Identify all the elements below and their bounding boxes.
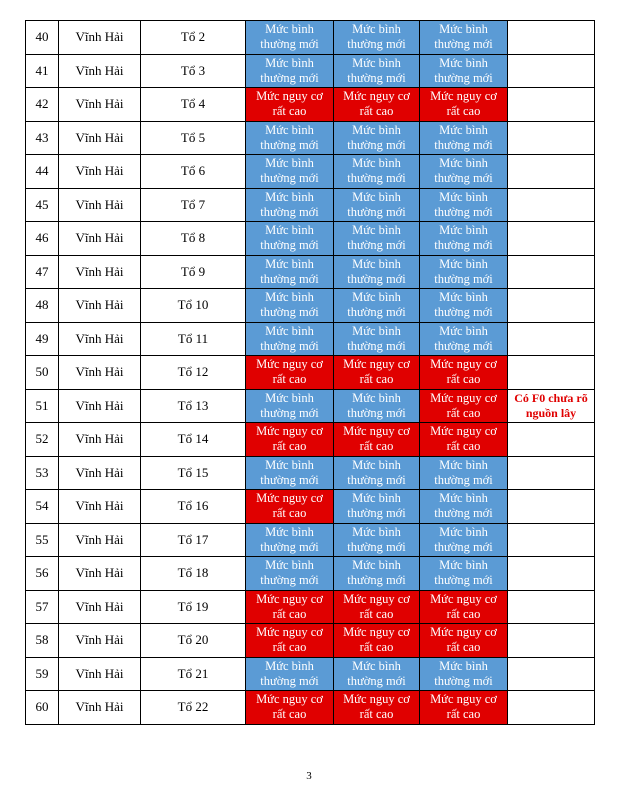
risk-level-cell [334,356,420,390]
row-number: 53 [26,456,59,490]
row-number: 47 [26,255,59,289]
note-cell [508,322,595,356]
note-cell [508,691,595,725]
group-name: Tổ 2 [141,21,246,55]
risk-level-cell [334,21,420,55]
risk-level-label: Mức bình thường mới [260,390,319,420]
ward-name: Vĩnh Hải [59,557,141,591]
group-name: Tổ 17 [141,523,246,557]
ward-name: Vĩnh Hải [59,222,141,256]
ward-name: Vĩnh Hải [59,389,141,423]
group-name: Tổ 10 [141,289,246,323]
risk-level-cell [246,21,334,55]
risk-level-label: Mức bình thường mới [434,558,493,588]
risk-level-label: Mức bình thường mới [347,290,406,320]
row-number: 48 [26,289,59,323]
risk-level-cell [246,121,334,155]
group-name: Tổ 16 [141,490,246,524]
risk-level-label: Mức nguy cơ rất cao [256,625,323,655]
risk-level-label: Mức bình thường mới [434,22,493,52]
risk-level-cell [334,188,420,222]
note-cell [508,255,595,289]
ward-name: Vĩnh Hải [59,691,141,725]
table-row [26,21,595,55]
risk-level-cell [334,691,420,725]
row-number: 55 [26,523,59,557]
risk-level-cell [246,222,334,256]
row-number: 59 [26,657,59,691]
risk-level-cell [246,490,334,524]
risk-level-label: Mức bình thường mới [347,558,406,588]
ward-name: Vĩnh Hải [59,356,141,390]
row-number: 54 [26,490,59,524]
table-row [26,155,595,189]
row-number: 43 [26,121,59,155]
table-row [26,88,595,122]
risk-level-cell [334,657,420,691]
group-name: Tổ 9 [141,255,246,289]
group-name: Tổ 3 [141,54,246,88]
risk-level-label: Mức nguy cơ rất cao [430,424,497,454]
risk-level-label: Mức nguy cơ rất cao [430,357,497,387]
risk-level-cell [246,54,334,88]
risk-level-cell [420,490,508,524]
risk-level-cell [420,322,508,356]
risk-level-label: Mức bình thường mới [347,223,406,253]
risk-level-cell [246,322,334,356]
risk-level-cell [334,490,420,524]
risk-level-label: Mức nguy cơ rất cao [343,625,410,655]
group-name: Tổ 13 [141,389,246,423]
group-name: Tổ 15 [141,456,246,490]
ward-name: Vĩnh Hải [59,121,141,155]
risk-level-label: Mức bình thường mới [347,658,406,688]
table-row [26,456,595,490]
risk-level-label: Mức bình thường mới [434,55,493,85]
row-number: 44 [26,155,59,189]
risk-level-cell [334,456,420,490]
note-cell [508,523,595,557]
risk-level-cell [334,590,420,624]
risk-level-label: Mức nguy cơ rất cao [256,692,323,722]
risk-level-cell [246,657,334,691]
note-cell [508,657,595,691]
group-name: Tổ 18 [141,557,246,591]
row-number: 50 [26,356,59,390]
risk-level-label: Mức bình thường mới [260,524,319,554]
risk-level-cell [420,289,508,323]
note-cell [508,590,595,624]
risk-level-label: Mức bình thường mới [347,22,406,52]
risk-level-cell [334,389,420,423]
risk-level-label: Mức nguy cơ rất cao [430,692,497,722]
risk-level-label: Mức bình thường mới [434,156,493,186]
ward-name: Vĩnh Hải [59,255,141,289]
risk-level-cell [246,289,334,323]
risk-level-cell [420,389,508,423]
group-name: Tổ 14 [141,423,246,457]
risk-level-cell [246,523,334,557]
risk-level-label: Mức nguy cơ rất cao [343,357,410,387]
table-row [26,222,595,256]
group-name: Tổ 12 [141,356,246,390]
table-row [26,121,595,155]
risk-level-cell [334,624,420,658]
table-row [26,389,595,423]
risk-level-cell [246,188,334,222]
risk-level-label: Mức bình thường mới [260,223,319,253]
row-number: 49 [26,322,59,356]
risk-level-cell [334,423,420,457]
ward-name: Vĩnh Hải [59,590,141,624]
table-row [26,289,595,323]
row-number: 51 [26,389,59,423]
risk-level-label: Mức bình thường mới [260,323,319,353]
group-name: Tổ 21 [141,657,246,691]
note-cell [508,21,595,55]
risk-level-cell [420,54,508,88]
risk-level-cell [334,54,420,88]
row-number: 41 [26,54,59,88]
note-cell [508,88,595,122]
risk-level-label: Mức bình thường mới [260,658,319,688]
row-number: 57 [26,590,59,624]
ward-name: Vĩnh Hải [59,423,141,457]
risk-level-label: Mức bình thường mới [347,491,406,521]
row-number: 52 [26,423,59,457]
table-body [26,21,595,725]
risk-level-cell [246,423,334,457]
note-cell [508,155,595,189]
note-cell [508,188,595,222]
risk-level-label: Mức bình thường mới [260,22,319,52]
note-cell [508,423,595,457]
risk-level-label: Mức nguy cơ rất cao [256,424,323,454]
risk-level-label: Mức nguy cơ rất cao [430,390,497,420]
risk-level-label: Mức bình thường mới [434,457,493,487]
risk-level-cell [334,155,420,189]
risk-level-cell [420,423,508,457]
table-row [26,188,595,222]
risk-level-label: Mức bình thường mới [260,558,319,588]
risk-level-label: Mức bình thường mới [434,524,493,554]
risk-level-label: Mức bình thường mới [347,390,406,420]
row-number: 42 [26,88,59,122]
risk-level-cell [420,657,508,691]
note-cell [508,54,595,88]
group-name: Tổ 8 [141,222,246,256]
table-row [26,657,595,691]
risk-level-cell [246,356,334,390]
risk-level-label: Mức bình thường mới [260,189,319,219]
risk-level-label: Mức nguy cơ rất cao [256,591,323,621]
table-row [26,590,595,624]
risk-level-label: Mức bình thường mới [434,256,493,286]
risk-level-label: Mức bình thường mới [434,122,493,152]
ward-name: Vĩnh Hải [59,322,141,356]
risk-level-cell [420,88,508,122]
risk-level-cell [246,456,334,490]
risk-level-label: Mức nguy cơ rất cao [256,357,323,387]
risk-level-label: Mức bình thường mới [347,524,406,554]
row-number: 56 [26,557,59,591]
risk-level-cell [420,557,508,591]
risk-level-label: Mức bình thường mới [347,323,406,353]
group-name: Tổ 22 [141,691,246,725]
note-cell [508,222,595,256]
risk-level-cell [334,523,420,557]
row-number: 45 [26,188,59,222]
group-name: Tổ 7 [141,188,246,222]
table-row [26,356,595,390]
table-row [26,523,595,557]
risk-level-label: Mức nguy cơ rất cao [256,491,323,521]
risk-level-label: Mức bình thường mới [260,256,319,286]
risk-level-label: Mức bình thường mới [347,457,406,487]
risk-level-cell [334,255,420,289]
ward-name: Vĩnh Hải [59,188,141,222]
risk-level-cell [420,523,508,557]
risk-level-label: Mức bình thường mới [434,658,493,688]
row-number: 40 [26,21,59,55]
group-name: Tổ 4 [141,88,246,122]
table-row [26,490,595,524]
ward-name: Vĩnh Hải [59,523,141,557]
risk-level-label: Mức bình thường mới [260,290,319,320]
table-row [26,54,595,88]
risk-level-cell [246,557,334,591]
risk-level-cell [420,255,508,289]
risk-level-label: Mức bình thường mới [260,457,319,487]
risk-level-cell [420,222,508,256]
group-name: Tổ 6 [141,155,246,189]
ward-name: Vĩnh Hải [59,88,141,122]
risk-level-label: Mức bình thường mới [347,189,406,219]
risk-level-cell [246,389,334,423]
group-name: Tổ 5 [141,121,246,155]
row-number: 60 [26,691,59,725]
note-cell [508,121,595,155]
risk-level-cell [334,121,420,155]
risk-level-cell [246,624,334,658]
table-row [26,624,595,658]
risk-level-label: Mức bình thường mới [260,122,319,152]
group-name: Tổ 11 [141,322,246,356]
risk-level-label: Mức bình thường mới [434,323,493,353]
table-row [26,255,595,289]
ward-name: Vĩnh Hải [59,54,141,88]
note-cell: Có F0 chưa rõ nguồn lây [508,389,595,423]
note-cell [508,490,595,524]
risk-level-cell [334,222,420,256]
note-cell [508,289,595,323]
risk-level-label: Mức nguy cơ rất cao [343,424,410,454]
risk-level-label: Mức nguy cơ rất cao [430,625,497,655]
ward-name: Vĩnh Hải [59,624,141,658]
risk-level-label: Mức nguy cơ rất cao [343,692,410,722]
risk-level-cell [420,624,508,658]
ward-name: Vĩnh Hải [59,21,141,55]
risk-level-cell [420,155,508,189]
ward-name: Vĩnh Hải [59,155,141,189]
risk-level-cell [420,456,508,490]
table-row [26,691,595,725]
risk-level-label: Mức bình thường mới [434,290,493,320]
risk-level-table [25,20,595,725]
risk-level-cell [246,88,334,122]
risk-level-cell [420,590,508,624]
risk-level-label: Mức nguy cơ rất cao [343,591,410,621]
risk-level-label: Mức bình thường mới [434,491,493,521]
risk-level-label: Mức bình thường mới [434,189,493,219]
note-cell [508,456,595,490]
table-row [26,322,595,356]
risk-level-cell [246,590,334,624]
ward-name: Vĩnh Hải [59,490,141,524]
ward-name: Vĩnh Hải [59,657,141,691]
note-cell [508,624,595,658]
risk-level-cell [246,255,334,289]
risk-level-label: Mức bình thường mới [260,156,319,186]
group-name: Tổ 20 [141,624,246,658]
risk-level-cell [334,322,420,356]
row-number: 46 [26,222,59,256]
table-row [26,423,595,457]
risk-level-label: Mức bình thường mới [260,55,319,85]
group-name: Tổ 19 [141,590,246,624]
risk-level-cell [246,155,334,189]
risk-level-cell [246,691,334,725]
risk-level-cell [334,88,420,122]
risk-level-cell [420,691,508,725]
ward-name: Vĩnh Hải [59,289,141,323]
page-number: 3 [306,770,312,782]
table-row [26,557,595,591]
risk-level-cell [420,188,508,222]
note-cell [508,356,595,390]
risk-level-label: Mức nguy cơ rất cao [430,89,497,119]
risk-level-label: Mức nguy cơ rất cao [343,89,410,119]
risk-level-label: Mức nguy cơ rất cao [256,89,323,119]
risk-level-cell [334,557,420,591]
risk-level-label: Mức bình thường mới [347,55,406,85]
ward-name: Vĩnh Hải [59,456,141,490]
note-cell [508,557,595,591]
risk-level-cell [420,21,508,55]
risk-level-cell [420,356,508,390]
risk-level-label: Mức bình thường mới [434,223,493,253]
risk-level-label: Mức bình thường mới [347,256,406,286]
risk-level-cell [334,289,420,323]
risk-level-label: Mức nguy cơ rất cao [430,591,497,621]
risk-level-label: Mức bình thường mới [347,122,406,152]
risk-level-label: Mức bình thường mới [347,156,406,186]
row-number: 58 [26,624,59,658]
risk-level-cell [420,121,508,155]
